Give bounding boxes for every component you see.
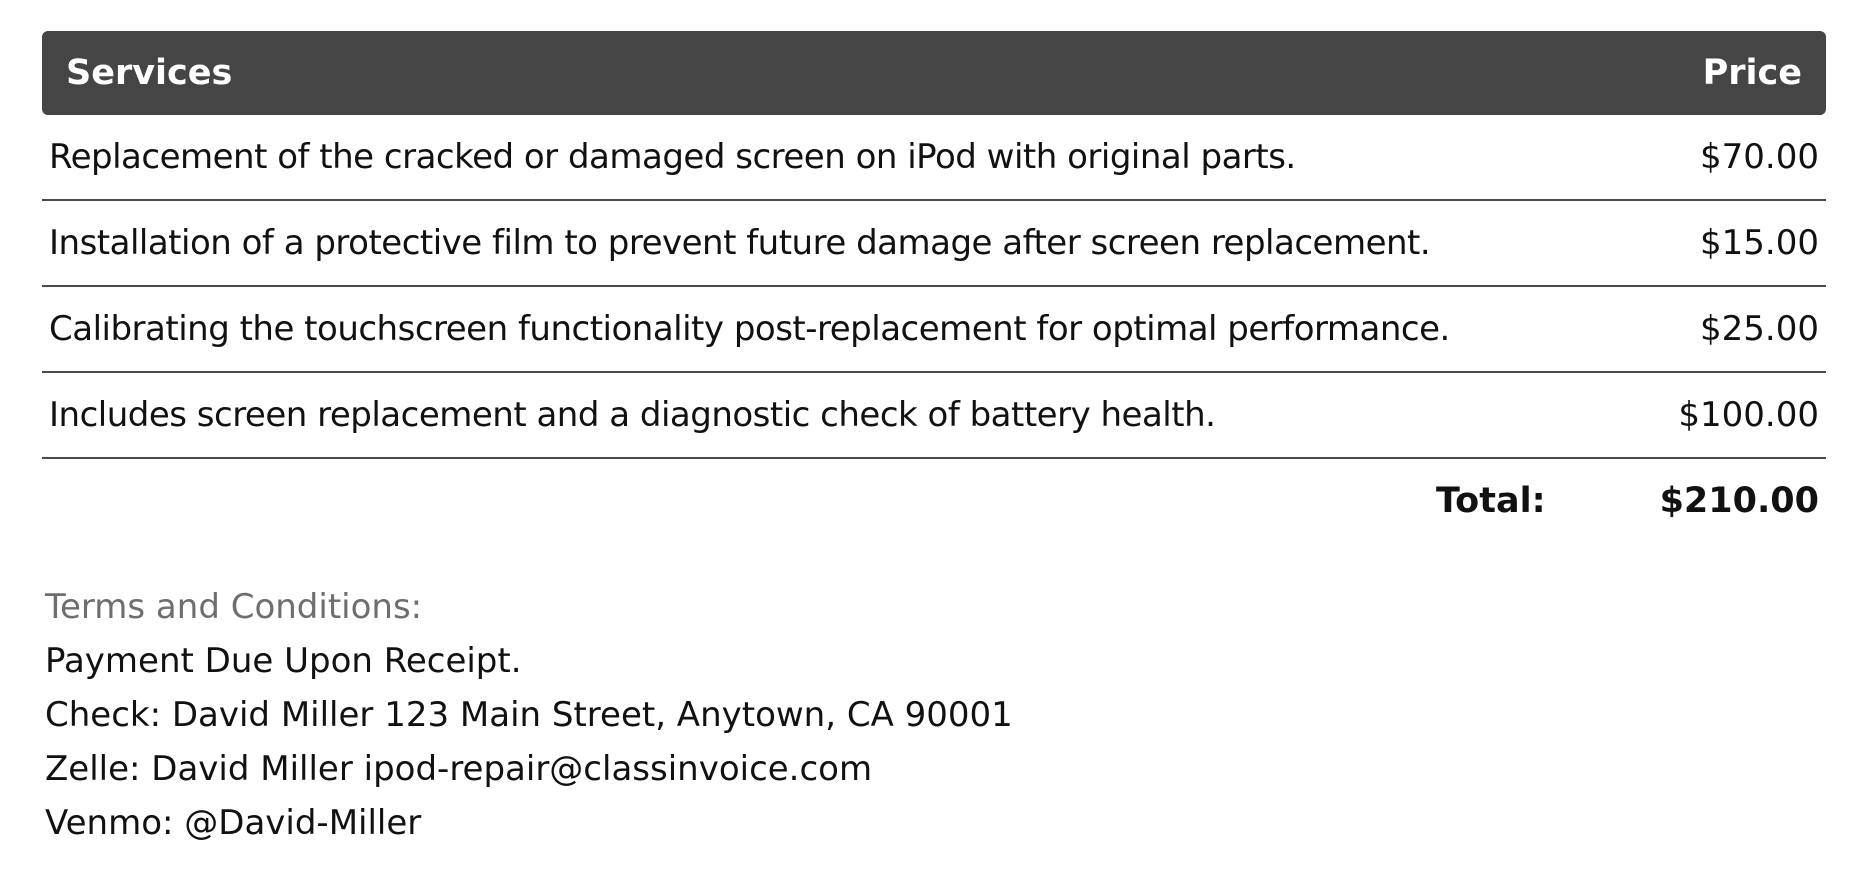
total-value: $210.00 (1659, 481, 1819, 521)
services-column-header: Services (66, 53, 233, 93)
table-header (42, 31, 1826, 115)
service-price: $70.00 (1700, 137, 1819, 177)
table-row (42, 201, 1826, 287)
service-description: Replacement of the cracked or damaged screen on iPod with original parts. (49, 137, 1296, 177)
service-description: Installation of a protective film to prevent future damage after screen replacement. (49, 223, 1431, 263)
terms-section (45, 580, 1013, 850)
service-price: $25.00 (1700, 309, 1819, 349)
price-column-header: Price (1702, 53, 1802, 93)
terms-title: Terms and Conditions: (45, 587, 423, 627)
terms-line: Payment Due Upon Receipt. (45, 641, 522, 681)
service-description: Includes screen replacement and a diagnostic check of battery health. (49, 395, 1216, 435)
table-row (42, 115, 1826, 201)
total-row (42, 459, 1826, 543)
service-price: $15.00 (1700, 223, 1819, 263)
terms-line: Zelle: David Miller ipod-repair@classinvoice.com (45, 749, 873, 789)
table-row (42, 287, 1826, 373)
terms-line: Check: David Miller 123 Main Street, Anytown, CA 90001 (45, 695, 1013, 735)
service-price: $100.00 (1678, 395, 1819, 435)
total-label: Total: (1435, 481, 1546, 521)
service-description: Calibrating the touchscreen functionality post-replacement for optimal performance. (49, 309, 1450, 349)
table-row (42, 373, 1826, 459)
terms-line: Venmo: @David-Miller (45, 803, 422, 843)
services-table (42, 31, 1826, 543)
